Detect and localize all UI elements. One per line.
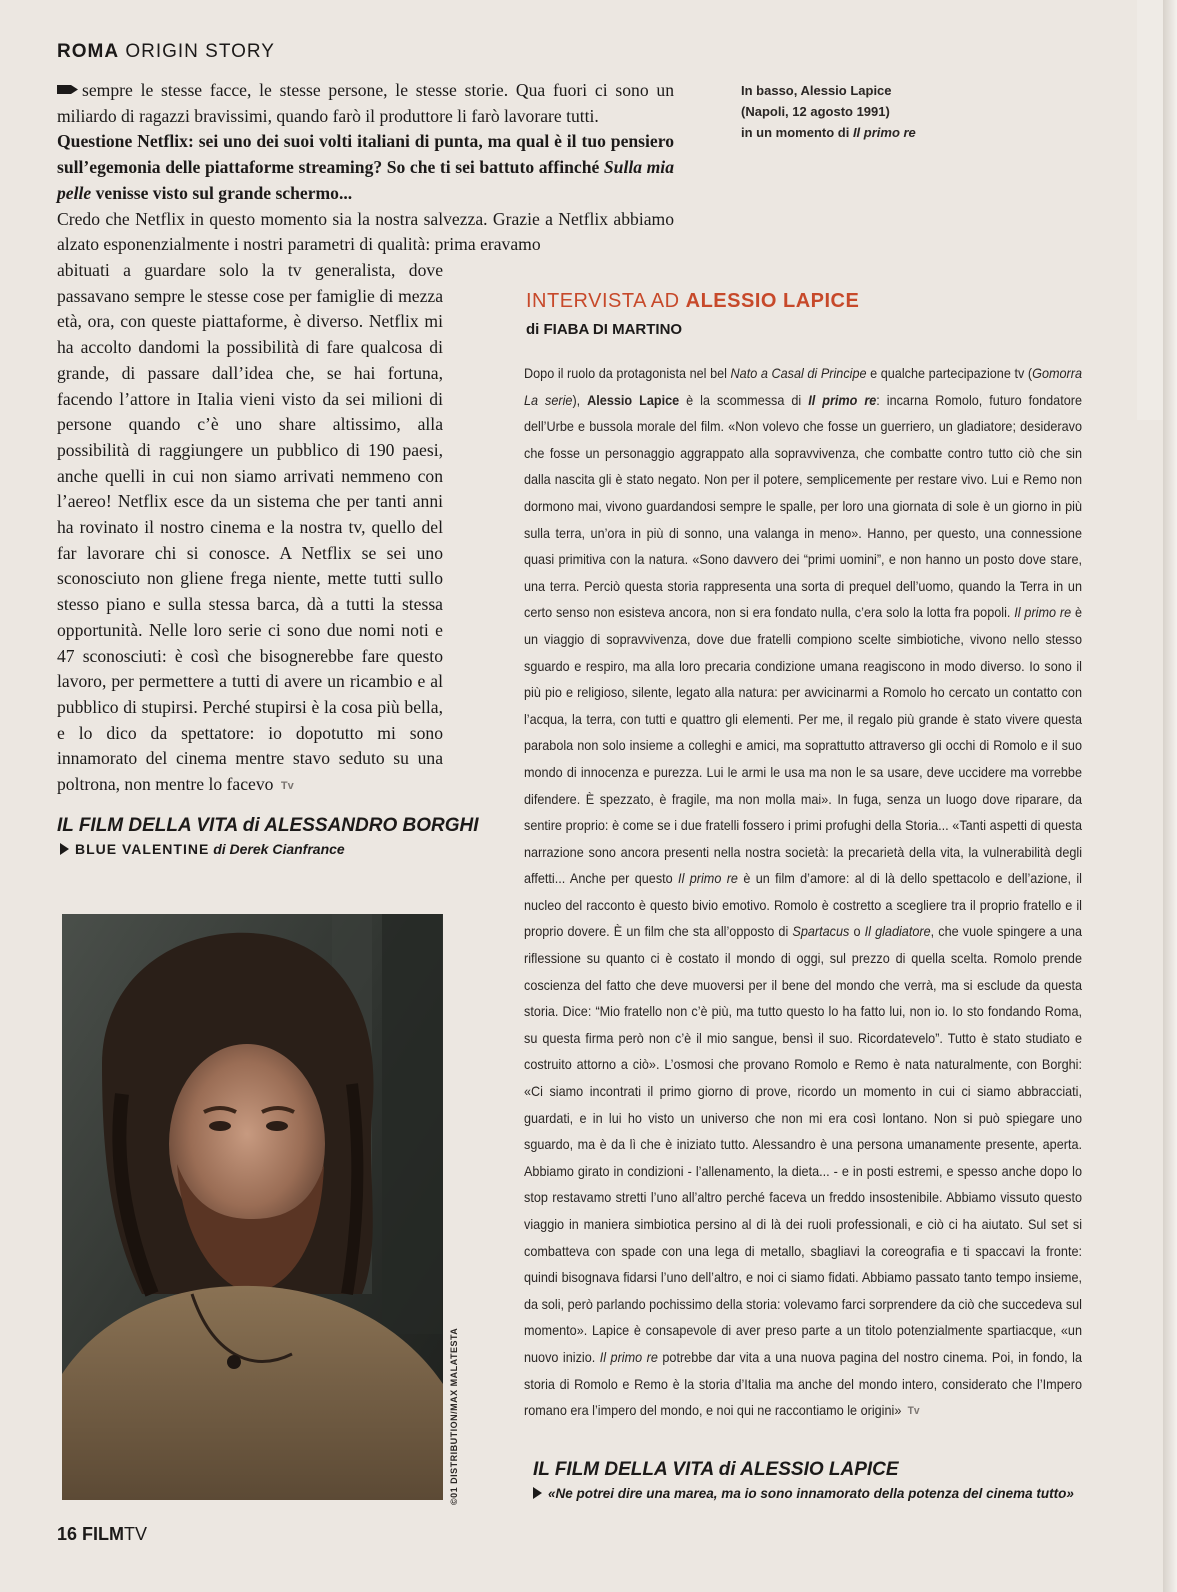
- kicker-prefix: INTERVISTA AD: [526, 290, 686, 312]
- caption-line-2: (Napoli, 12 agosto 1991): [741, 104, 890, 119]
- page-number: 16: [57, 1524, 78, 1544]
- main-block1: sempre le stesse facce, le stesse persone, le stesse storie. Qua fuori ci sono un miliardo di ragazzi bravissimi, quando farò il produttore li farò lavorare tutti.: [57, 80, 674, 126]
- page-footer: [57, 1524, 147, 1545]
- interview-text-5: : incarna Romolo, futuro fondatore dell’Urbe e bussola morale del film. «Non volevo che fosse un guerriero, un gladiatore; desideravo che fosse un personaggio aggrappato alla sopravvivenza, che combatte contro tutto ciò che sin dalla nascita gli è stato negato. Non per il potere, semplicemente per restare vivo. Lui e Remo non dormono mai, vivono guardandosi sempre le spalle, per loro una giornata di sole è un giorno in più sulla terra, un’ora in più di sonno, una valanga in meno». Hanno, per questo, una connessione quasi primitiva con la natura. «Sono davvero dei “primi uomini”, e non hanno un posto dove stare, una terra. Perciò questa storia rappresenta una sorta di prequel dell’uomo, quando la Terra in un certo senso non esisteva ancora, non si era fondato nulla, c’era solo la lotta fra popoli.: [524, 392, 1082, 621]
- interview-title-2: Gomorra La serie: [524, 366, 1082, 408]
- caption-film-title: Il primo re: [852, 125, 916, 140]
- interview-title-7: Il gladiatore: [864, 924, 931, 940]
- question-part-b: venisse visto sul grande schermo...: [91, 182, 353, 203]
- main-text-top: [57, 78, 674, 258]
- lapice-box-heading: IL FILM DELLA VITA di ALESSIO LAPICE: [533, 1459, 899, 1480]
- interview-kicker: [526, 290, 859, 313]
- borghi-film-title: BLUE VALENTINE: [75, 841, 210, 857]
- interview-text-6: è un viaggio di sopravvivenza, dove due fratelli compiono scelte simbiotiche, vivono nello stesso sguardo e respiro, ma alla loro precaria condizione umana reagiscono in modo diverso. Io sono il più pio e religioso, silente, legato alla natura: per avvicinarmi a Romolo ho cercato un contatto con l’acqua, la terra, con tutti e quattro gli elementi. Per me, il regalo più grande è stato vivere questa parabola non solo insieme a colleghi e amici, ma soprattutto attraverso gli occhi di Romolo e il suo mondo di innocenza e purezza. Lui le armi le usa ma non le sa usare, deve uccidere ma vorrebbe difendere. È spezzato, è fragile, ma non molla mai». In fuga, senza un luogo dove riparare, da sentire proprio: è come se i due fratelli fossero i primi profughi della Storia... «Tanti aspetti di questa narrazione sono ancora presenti nella nostra società: la precarietà della vita, la vulnerabilità degli affetti... Anche per questo: [524, 605, 1082, 887]
- caption-line-3-text: in un momento di: [741, 125, 853, 140]
- interview-text-1: Dopo il ruolo da protagonista nel bel: [524, 366, 731, 381]
- answer-narrow: abituati a guardare solo la tv generalista, dove passavano sempre le stesse cose per famiglie di mezza età, ora, con queste piattaforme, è diverso. Netflix mi ha accolto dandomi la possibilità di fare qualcosa di grande, di passare dall’idea che, se hai fortuna, facendo l’attore in Italia vieni visto da sei milioni di persone quando c’è uno share altissimo, alla possibilità di raggiungere un pubblico di 190 paesi, anche quelli in cui non siamo arrivati nemmeno con l’aereo! Netflix esce da un sistema che per tanti anni ha rovinato il nostro cinema e la nostra tv, quello del far lavorare chi si conosce. A Netflix se sei uno sconosciuto non gliene frega niente, mette tutti sullo stesso piano e sulla stessa barca, dà a tutti la stessa opportunità. Nelle loro serie ci sono due nomi noti e 47 sconosciuti: è così che bisognerebbe fare questo lavoro, per permettere a tutti di avere un ricambio e al pubblico di stupirsi. Perché stupirsi è la cosa più bella, e lo dico da spettatore: io dopotutto mi sono innamorato del cinema mentre stavo seduto su una poltrona, non mentre lo facevo: [57, 260, 443, 795]
- interview-title-4: Il primo re: [1014, 605, 1072, 621]
- main-text-narrow: [57, 258, 443, 800]
- page-edge: [1163, 0, 1177, 1592]
- interview-text-9: potrebbe dar vita a una nuova pagina del nostro cinema. Poi, in fondo, la storia di Romolo e Remo è la storia d’Italia ma anche del mondo intero, considerato che l’Impero romano era l’impero del mondo, e noi qui ne raccontiamo le origini»: [524, 1349, 1082, 1419]
- kicker-name: ALESSIO LAPICE: [685, 290, 860, 312]
- caption-line-1: In basso, Alessio Lapice: [741, 83, 892, 98]
- play-triangle-icon: [60, 843, 69, 855]
- answer-top: Credo che Netflix in questo momento sia la nostra salvezza. Grazie a Netflix abbiamo alzato esponenzialmente i nostri parametri di qualità: prima eravamo: [57, 208, 674, 255]
- interview-question: [57, 131, 674, 202]
- interview-title-8: Il primo re: [599, 1349, 658, 1365]
- caption-line-3: [741, 122, 951, 143]
- magazine-brand-tv: TV: [124, 1524, 148, 1544]
- tv-end-logo: Tv: [280, 780, 294, 793]
- borghi-box-film: [60, 841, 345, 857]
- interview-text-or: o: [849, 924, 865, 940]
- interview-text-3: ),: [572, 392, 588, 408]
- interview-author: di FIABA DI MARTINO: [526, 321, 683, 338]
- lapice-photo: [62, 914, 443, 1500]
- interview-text-2: e qualche partecipazione tv (: [866, 366, 1033, 381]
- interview-body: [524, 361, 1082, 1425]
- interview-name: Alessio Lapice: [587, 392, 680, 408]
- question-film-title: Sulla mia pelle: [57, 157, 674, 203]
- photo-caption: [741, 80, 951, 143]
- magazine-brand: FILM: [82, 1524, 125, 1544]
- interview-title-3: Il primo re: [808, 392, 877, 408]
- interview-title-6: Spartacus: [792, 924, 850, 940]
- photo-credit: ©01 DISTRIBUTION/MAX MALATESTA: [449, 1327, 459, 1505]
- borghi-box-heading: IL FILM DELLA VITA di ALESSANDRO BORGHI: [57, 815, 479, 836]
- lapice-portrait-image: [62, 914, 443, 1500]
- tv-end-logo-interview: Tv: [907, 1405, 920, 1418]
- section-rubric: [57, 41, 275, 63]
- rubric-rest: ORIGIN STORY: [125, 41, 275, 62]
- borghi-film-director: di Derek Cianfrance: [213, 841, 345, 857]
- interview-title-1: Nato a Casal di Principe: [730, 366, 867, 381]
- continuation-arrow-icon: [57, 84, 79, 95]
- play-triangle-icon: [533, 1487, 542, 1499]
- interview-text-4: è la scommessa di: [679, 392, 809, 408]
- interview-title-5: Il primo re: [678, 871, 738, 887]
- interview-text-7: è un film d’amore: al di là dello spettacolo e dell’azione, il nucleo del racconto è questo bivio emotivo. Romolo è costretto a scegliere tra il proprio fratello e il proprio dovere. È un film che sta all’opposto di: [524, 871, 1082, 940]
- rubric-bold: ROMA: [57, 41, 120, 62]
- lapice-box-quote: [533, 1486, 1074, 1501]
- interview-text-8: , che vuole spingere a una riflessione su quanto ci è costato il mondo di oggi, sul prezzo di quella scelta. Romolo prende coscienza del fatto che deve muoversi per il bene del mondo che verrà, ma si esclude da questa storia. Dice: “Mio fratello non c’è più, ma tutto questo lo ha fatto lui, non io. Io sto fondando Roma, su questa firma però non c’è il mio sangue, bensì il suo. Ricordatevelo”. Tutto è stato studiato e costruito attorno a ciò». L’osmosi che provano Romolo e Remo è nata naturalmente, con Borghi: «Ci siamo incontrati il primo giorno di prove, ricordo un momento in cui ci siamo abbracciati, guardati, e in lui ho visto un universo che non mi era così lontano. Non si può spiegare uno sguardo, ma è da lì che è iniziato tutto. Alessandro è una persona umanamente presente, aperta. Abbiamo girato in condizioni - l’allenamento, la dieta... - e in posti estremi, e spesso anche dopo lo stop restavamo stretti l’uno all’altro perché faceva un freddo insostenibile. Abbiamo vissuto questo viaggio in maniera simbiotica persino al di là dei ruoli professionali, e ciò ci ha aiutato. Sul set si combatteva con spade con una lega di metallo, sbagliavi la coreografia e ti spaccavi la fronte: quindi bisognava fidarsi l’uno dell’altro, e noi ci siamo fidati. Abbiamo passato tanto tempo insieme, da soli, però parlando pochissimo della storia: volevamo farci sorprendere da ciò che succedeva sul momento». Lapice è consapevole di aver preso parte a un titolo potenzialmente spartiacque, «un nuovo inizio.: [524, 924, 1083, 1365]
- lapice-quote-text: «Ne potrei dire una marea, ma io sono innamorato della potenza del cinema tutto»: [548, 1486, 1074, 1501]
- question-part-a: Questione Netflix: sei uno dei suoi volti italiani di punta, ma qual è il tuo pensiero sull’egemonia delle piattaforme streaming? So che ti sei battuto affinché: [57, 131, 674, 178]
